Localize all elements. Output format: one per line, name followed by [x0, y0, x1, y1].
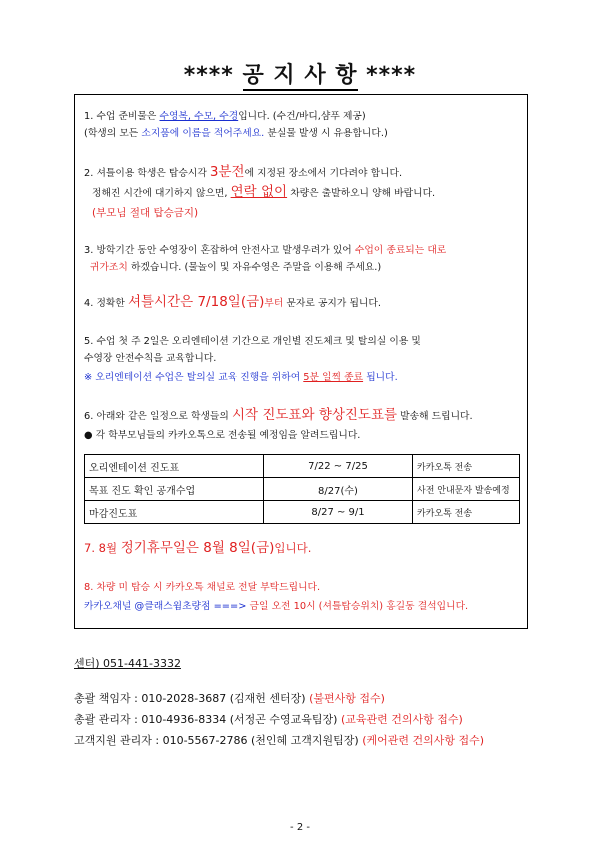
contact-main: 총괄 관리자 : 010-4936-8334 (서정곤 수영교육팀장): [74, 713, 341, 726]
schedule-date: 7/22 ~ 7/25: [264, 455, 413, 478]
schedule-method: 사전 안내문자 발송예정: [413, 478, 520, 501]
table-row: [85, 501, 520, 524]
schedule-name: 마감진도표: [85, 501, 264, 524]
item2-line1: [84, 166, 402, 180]
item7-a: 7. 8월: [84, 541, 121, 555]
item6-line1: [84, 409, 473, 423]
item1-supplies: 수영복, 수모, 수경: [159, 111, 239, 122]
item2-line3: (부모님 절대 탑승금지): [92, 207, 199, 219]
schedule-table: [84, 454, 520, 524]
item2-line2: [92, 186, 435, 200]
item8-line2: [84, 600, 468, 613]
item5-line3: [84, 371, 398, 384]
item1-line2-c: 분실물 발생 시 유용합니다.): [264, 128, 388, 139]
item1-line2-a: (학생의 모든: [84, 128, 142, 139]
title-stars-left: ****: [183, 63, 234, 88]
page-title: [0, 58, 600, 89]
item5-line2: 수영장 안전수칙을 교육합니다.: [84, 353, 217, 364]
item1-line1: [84, 110, 366, 123]
item7-holiday: 정기휴무일은: [120, 540, 199, 556]
item1-name-label: 소지품에 이름을 적어주세요.: [141, 128, 265, 139]
item2-line1-a: 2. 셔틀이용 학생은 탑승시각: [84, 168, 210, 179]
item1-line2: [84, 127, 388, 140]
item8-line1: 8. 차량 미 탑승 시 카카오톡 채널로 전달 부탁드립니다.: [84, 582, 321, 593]
item2-line2-a: 정해진 시간에 대기하지 않으면,: [92, 188, 231, 199]
contact-note: (불편사항 접수): [309, 692, 385, 705]
item3-return: 귀가조치: [90, 262, 128, 273]
contact-row: [74, 711, 463, 727]
item8-example: 금일 오전 10시 (셔틀탑승위치) 홍길동 결석입니다.: [249, 601, 469, 612]
item4-d: 문자로 공지가 됩니다.: [283, 298, 381, 309]
schedule-name: 목표 진도 확인 공개수업: [85, 478, 264, 501]
item7-d: 입니다.: [274, 541, 312, 555]
item3-line1-a: 3. 방학기간 동안 수영장이 혼잡하여 안전사고 발생우려가 있어: [84, 245, 355, 256]
item3-line2: [90, 261, 381, 274]
item3-highlight: 수업이 종료되는 대로: [354, 245, 447, 256]
center-phone: 센터) 051-441-3332: [74, 657, 181, 670]
item1-text-a: 1. 수업 준비물은: [84, 111, 160, 122]
item4-c: 부터: [264, 298, 284, 309]
item6-line1-c: 발송해 드립니다.: [397, 411, 473, 422]
item2-no-contact: 연락 없이: [230, 184, 288, 200]
item4-line: [84, 296, 381, 310]
item4-shuttle-date: 셔틀시간은 7/18일(금): [127, 294, 265, 310]
item3-line2-b: 하겠습니다. (물놀이 및 자유수영은 주말을 이용해 주세요.): [127, 262, 382, 273]
item5-early: 5분 일찍 종료: [303, 372, 364, 383]
contact-row: [74, 690, 385, 706]
item8-channel: 카카오채널 @클래스윔초량점 ===>: [84, 601, 250, 612]
item2-minutes: 3분전: [209, 164, 245, 180]
title-stars-right: ****: [366, 63, 417, 88]
item2-line1-c: 에 지정된 장소에서 기다려야 합니다.: [244, 168, 403, 179]
item2-line2-c: 차량은 출발하오니 양해 바랍니다.: [287, 188, 436, 199]
item6-progress: 시작 진도표와 향상진도표를: [231, 407, 398, 423]
item7-date: 8월 8일(금): [198, 540, 275, 556]
schedule-date: 8/27 ~ 9/1: [264, 501, 413, 524]
page-number: - 2 -: [290, 822, 310, 833]
item5-line1: 5. 수업 첫 주 2일은 오리엔테이션 기간으로 개인별 진도체크 및 탈의실 이용 및: [84, 336, 421, 347]
contact-main: 고객지원 관리자 : 010-5567-2786 (천인혜 고객지원팀장): [74, 734, 363, 747]
contact-note: (교육관련 건의사항 접수): [340, 713, 463, 726]
item5-line3-c: 됩니다.: [363, 372, 398, 383]
item3-line1: [84, 244, 446, 257]
item6-line1-a: 6. 아래와 같은 일정으로 학생들의: [84, 411, 232, 422]
contact-note: (케어관련 건의사항 접수): [362, 734, 485, 747]
item5-line3-a: ※ 오리엔테이션 수업은 탈의실 교육 진행을 위하여: [84, 372, 304, 383]
contact-main: 총괄 책임자 : 010-2028-3687 (김재헌 센터장): [74, 692, 310, 705]
table-row: [85, 455, 520, 478]
schedule-method: 카카오톡 전송: [413, 455, 520, 478]
item4-a: 4. 정확한: [84, 298, 128, 309]
title-text: 공 지 사 항: [243, 63, 358, 91]
table-row: [85, 478, 520, 501]
schedule-name: 오리엔테이션 진도표: [85, 455, 264, 478]
item7-line: [84, 542, 311, 555]
schedule-method: 카카오톡 전송: [413, 501, 520, 524]
schedule-date: 8/27(수): [264, 478, 413, 501]
contact-row: [74, 732, 484, 748]
item1-text-c: 입니다. (수건/바디,샴푸 제공): [238, 111, 366, 122]
item6-line2: ● 각 학부모님들의 카카오톡으로 전송될 예정임을 알려드립니다.: [84, 430, 361, 441]
